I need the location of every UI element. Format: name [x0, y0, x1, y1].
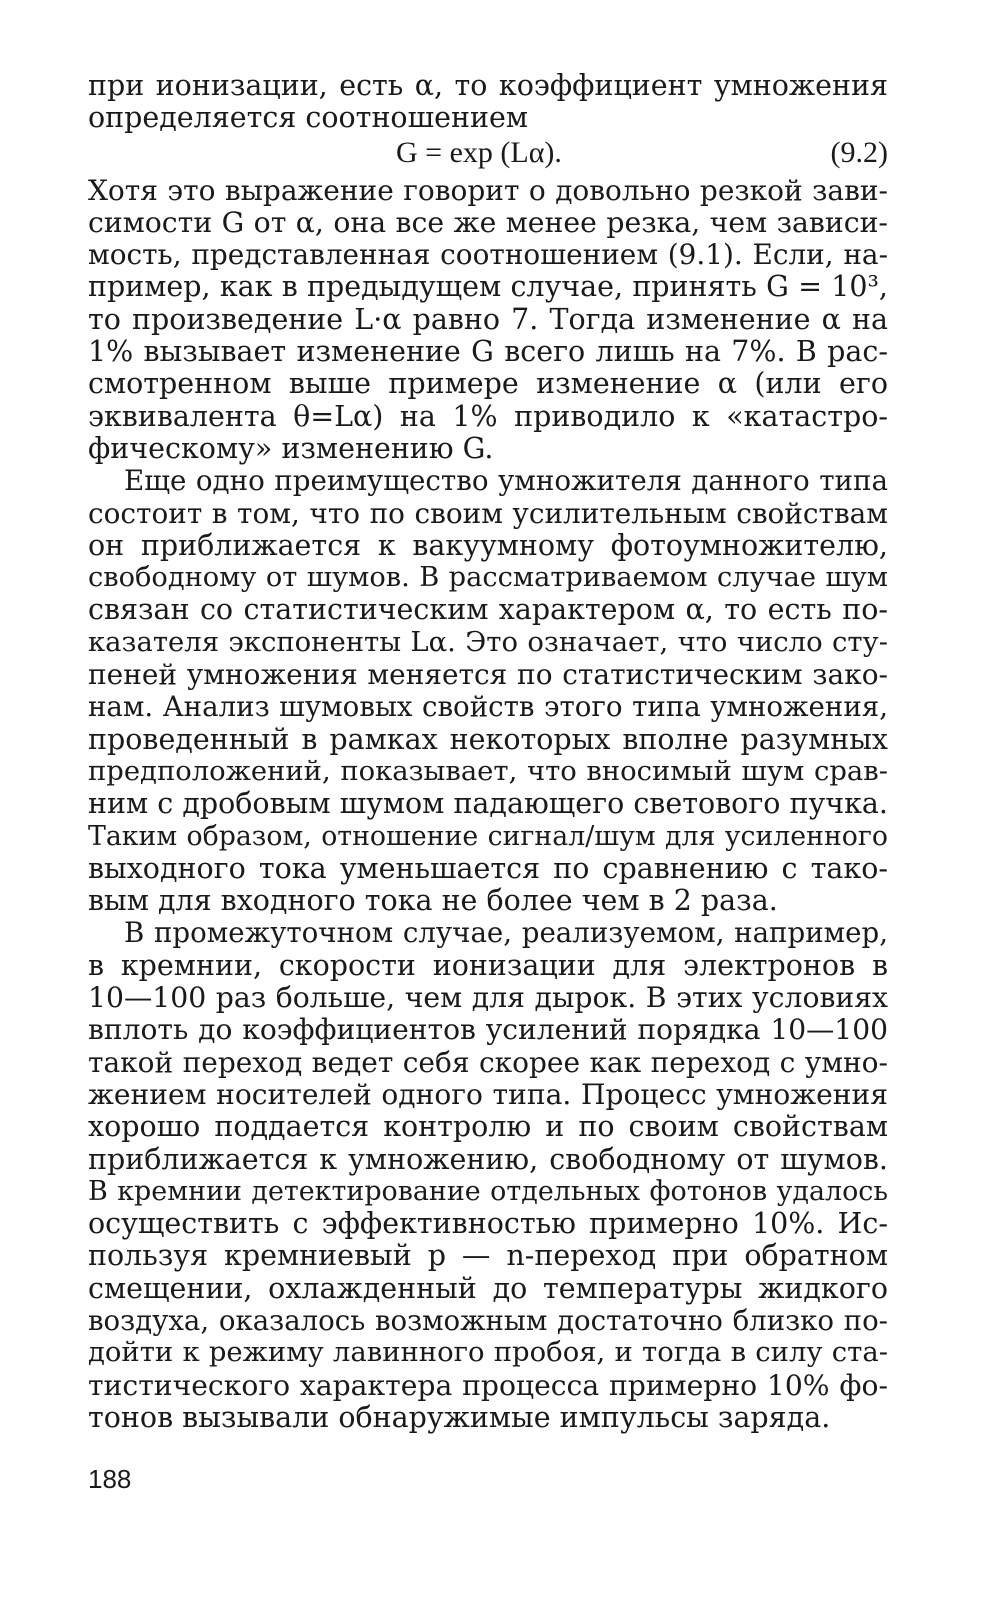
- text-line: тонов вызывали обнаружимые импульсы заряда.: [88, 1400, 831, 1434]
- text-line: тистического характера процесса примерно 10% фо-: [88, 1368, 888, 1402]
- text-line: дойти к режиму лавинного пробоя, и тогда в силу ста-: [88, 1337, 888, 1369]
- text-line: приближается к умножению, свободному от шумов.: [88, 1142, 888, 1176]
- text-line: он приближается к вакуумному фотоумножителю,: [88, 528, 888, 562]
- text-line: Еще одно преимущество умножителя данного типа: [124, 464, 888, 498]
- text-line: 10—100 раз больше, чем для дырок. В этих условиях: [88, 981, 888, 1015]
- text-line: казателя экспоненты Lα. Это означает, что число сту-: [88, 626, 888, 658]
- text-line: вым для входного тока не более чем в 2 раза.: [88, 884, 778, 918]
- text-line: проведенный в рамках некоторых вполне разумных: [88, 722, 888, 756]
- text-line: смотренном выше примере изменение α (или его: [88, 367, 888, 401]
- text-line: воздуха, оказалось возможным достаточно близко по-: [88, 1303, 888, 1337]
- text-line: эквивалента θ=Lα) на 1% приводило к «катастро-: [88, 399, 888, 433]
- text-line: мость, представленная соотношением (9.1). Если, на-: [88, 238, 888, 272]
- text-line: Таким образом, отношение сигнал/шум для усиленного: [88, 820, 888, 852]
- text-line: Хотя это выражение говорит о довольно резкой зави-: [88, 173, 888, 207]
- equation-row: [88, 135, 888, 171]
- text-line: пример, как в предыдущем случае, принять G = 10³,: [88, 270, 888, 304]
- text-line: пользуя кремниевый p — n-переход при обратном: [88, 1239, 888, 1273]
- text-line: В кремнии детектирование отдельных фотонов удалось: [88, 1175, 888, 1207]
- text-line: то произведение L·α равно 7. Тогда изменение α на: [88, 302, 888, 336]
- text-line: жением носителей одного типа. Процесс умножения: [88, 1077, 888, 1111]
- text-line: симости G от α, она все же менее резка, чем зависи-: [88, 205, 888, 239]
- text-line: определяется соотношением: [88, 101, 528, 135]
- paragraph-1: [88, 175, 888, 466]
- equation: G = exp (Lα).: [396, 135, 562, 169]
- text-line: 1% вызывает изменение G всего лишь на 7%. В рас-: [88, 335, 888, 369]
- paragraph-intro: [88, 70, 888, 135]
- text-line: хорошо поддается контролю и по своим свойствам: [88, 1110, 888, 1144]
- paragraph-2: [88, 465, 888, 917]
- text-line: выходного тока уменьшается по сравнению с тако-: [88, 851, 888, 885]
- text-line: В промежуточном случае, реализуемом, например,: [124, 916, 888, 950]
- text-line: смещении, охлажденный до температуры жидкого: [88, 1271, 888, 1305]
- text-line: нам. Анализ шумовых свойств этого типа умножения,: [88, 690, 888, 724]
- text-line: фическому» изменению G.: [88, 431, 494, 465]
- text-line: связан со статистическим характером α, то есть по-: [88, 593, 888, 627]
- text-line: при ионизации, есть α, то коэффициент умножения: [88, 69, 888, 102]
- text-line: осуществить с эффективностью примерно 10%. Ис-: [88, 1207, 888, 1241]
- text-line: в кремнии, скорости ионизации для электронов в: [88, 948, 888, 982]
- page-text: [88, 70, 888, 1434]
- text-line: вплоть до коэффициентов усилений порядка 10—100: [88, 1013, 888, 1047]
- text-line: предположений, показывает, что вносимый шум срав-: [88, 755, 888, 787]
- text-line: свободному от шумов. В рассматриваемом случае шум: [88, 562, 888, 594]
- paragraph-3: [88, 917, 888, 1434]
- text-line: состоит в том, что по своим усилительным свойствам: [88, 496, 888, 530]
- text-line: ним с дробовым шумом падающего светового пучка.: [88, 787, 888, 821]
- text-line: пеней умножения меняется по статистическим зако-: [88, 658, 888, 692]
- text-line: такой переход ведет себя скорее как переход с умно-: [88, 1045, 888, 1079]
- page-number: 188: [88, 1464, 132, 1494]
- equation-number: (9.2): [830, 135, 888, 169]
